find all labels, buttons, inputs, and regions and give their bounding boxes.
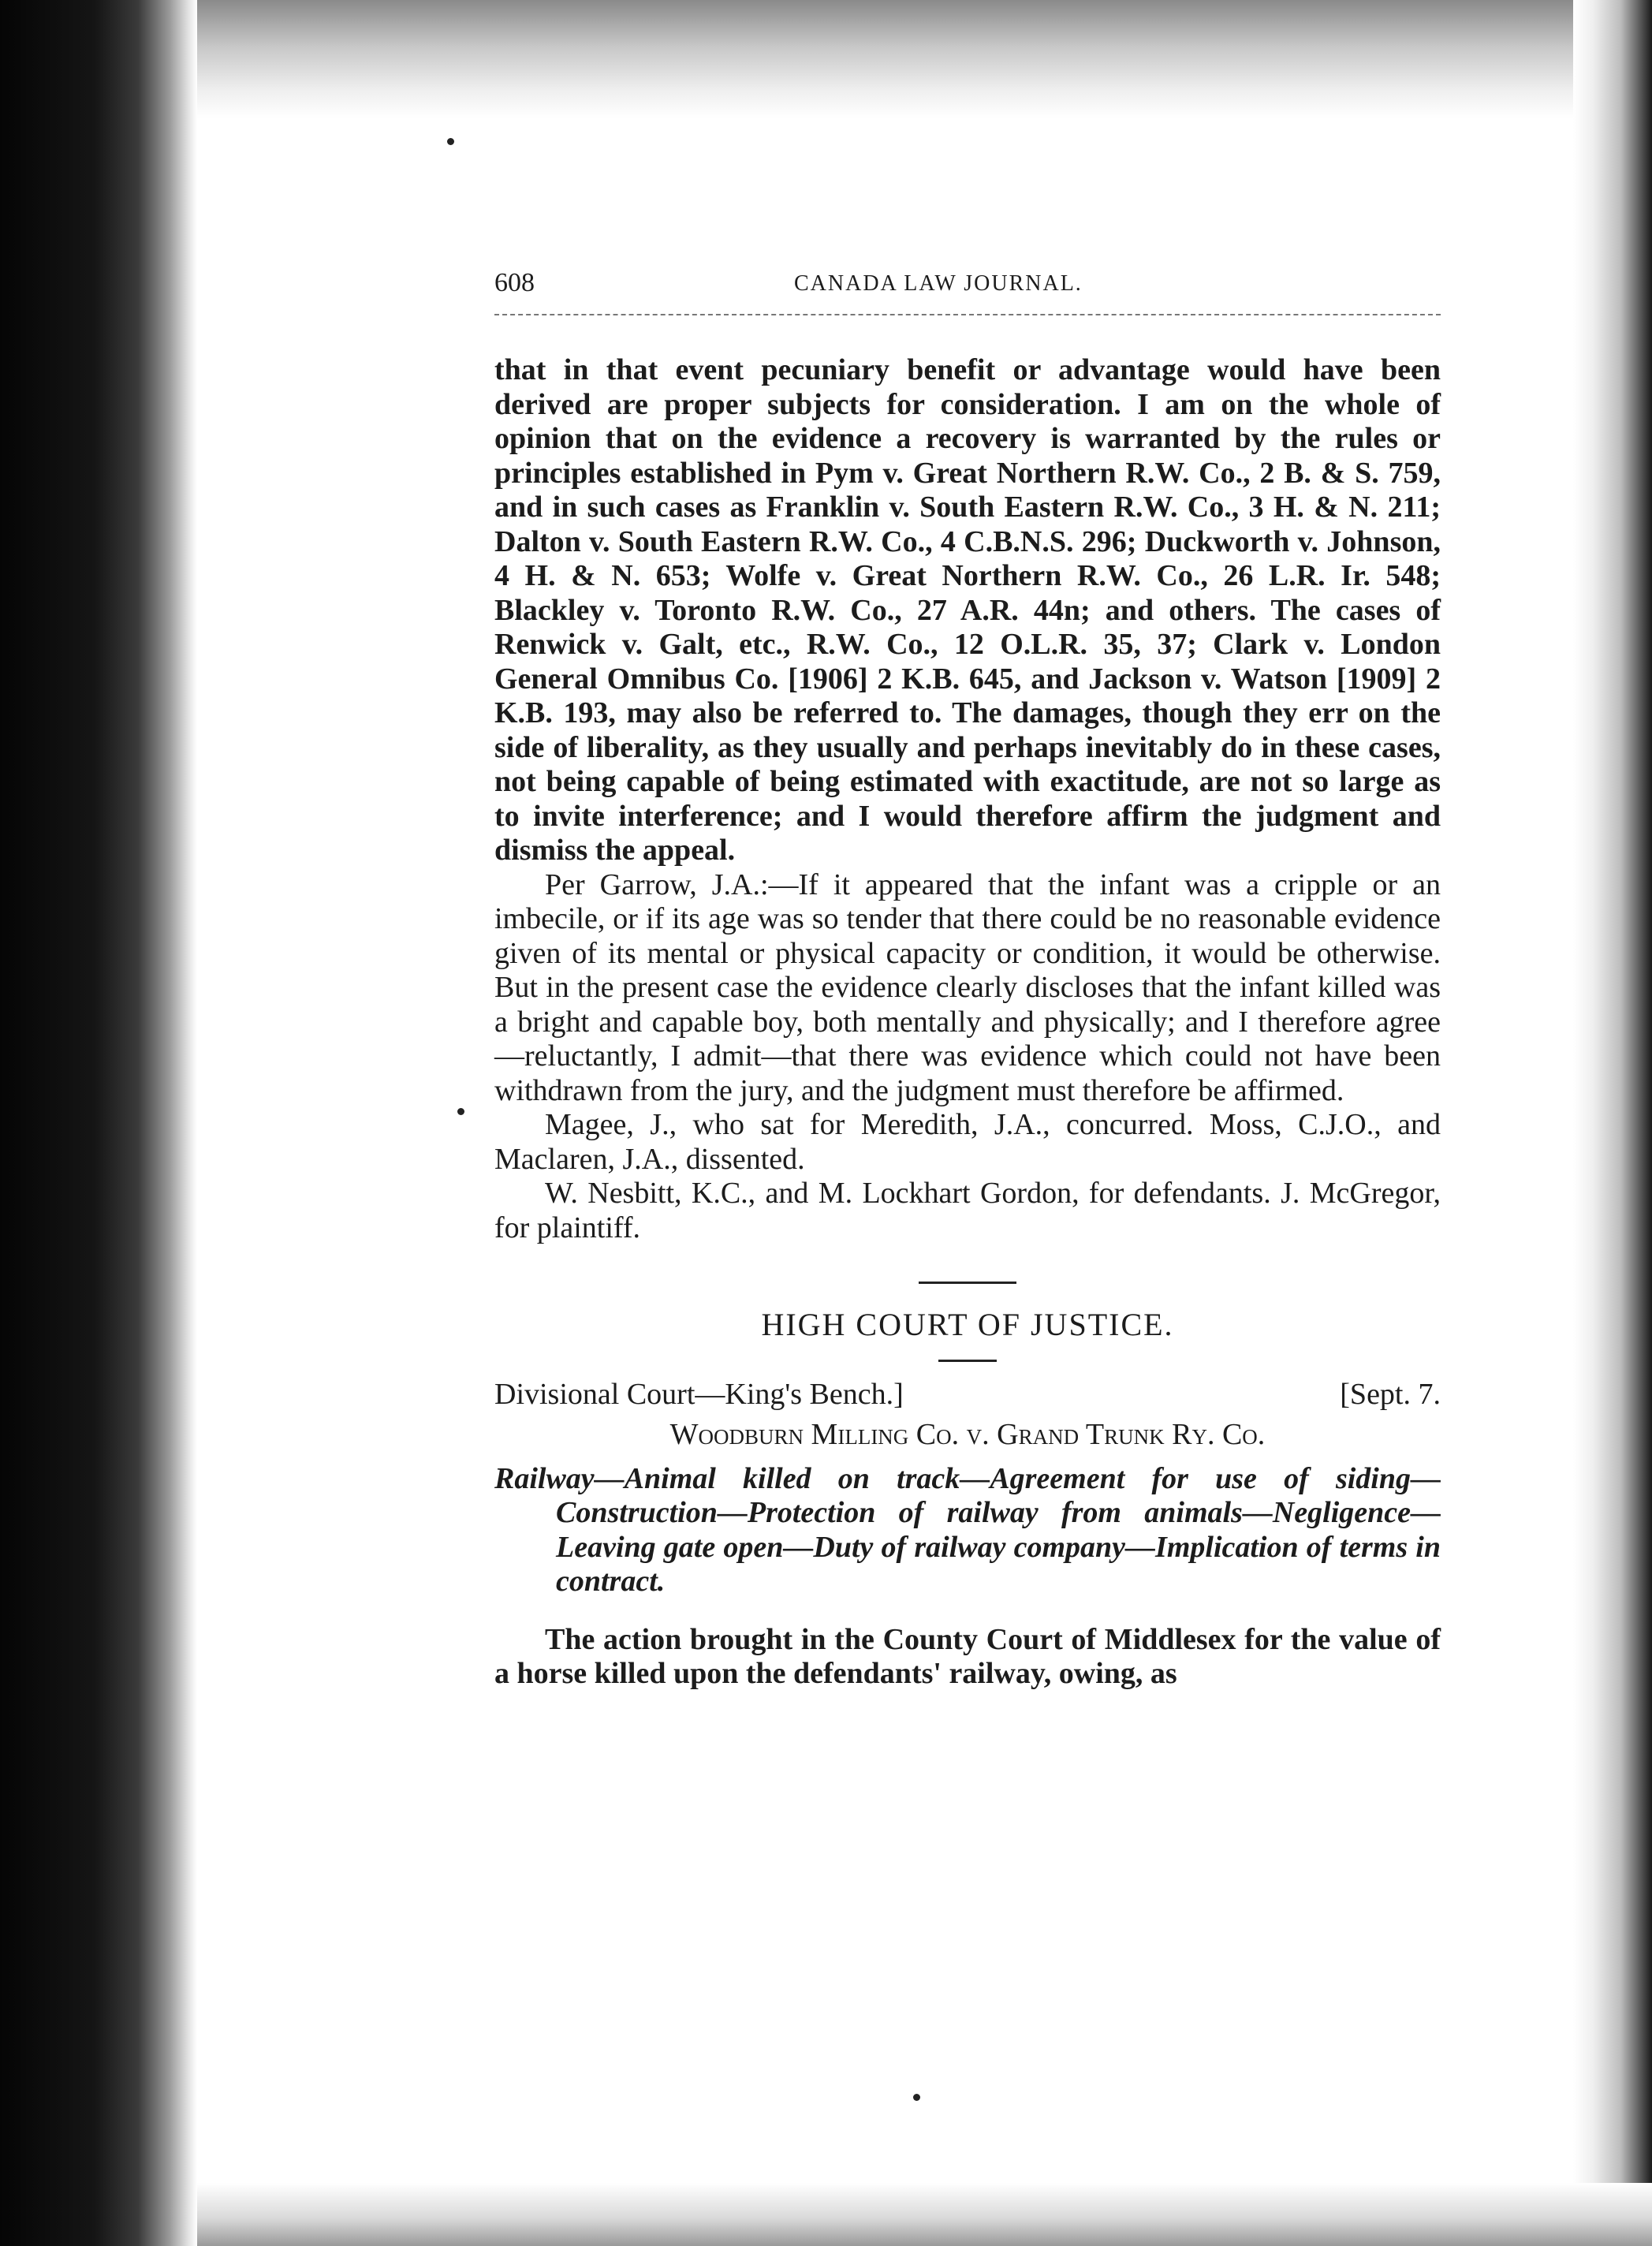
scan-speck: [457, 1108, 464, 1115]
court-name: Divisional Court—King's Bench.]: [494, 1377, 904, 1411]
paragraph-garrow: Per Garrow, J.A.:—If it appeared that the infant was a cripple or an imbecile, or if its age was so tender that there could be no reasonable evidence given of its mental or physical capacity or condition, it would be otherwise. But in the present case the evidence clearly discloses that the infant killed was a bright and capable boy, both mentally and physically; and I therefore agree—reluctantly, I admit—that there was evidence which could not have been withdrawn from the jury, and the judgment must therefore be affirmed.: [494, 867, 1441, 1107]
decision-date: [Sept. 7.: [1340, 1377, 1441, 1411]
section-title-rule: [938, 1360, 997, 1362]
page-body: [494, 353, 1441, 1692]
page-header: [494, 268, 1441, 308]
running-head: CANADA LAW JOURNAL.: [794, 271, 1083, 296]
paragraph-concurrence: Magee, J., who sat for Meredith, J.A., concurred. Moss, C.J.O., and Maclaren, J.A., dissented.: [494, 1108, 1441, 1176]
page-number: 608: [494, 268, 535, 297]
paragraph-counsel: W. Nesbitt, K.C., and M. Lockhart Gordon, for defendants. J. McGregor, for plaintiff.: [494, 1177, 1441, 1244]
scan-binding-shadow: [0, 0, 197, 2246]
book-page: [494, 0, 1441, 2246]
section-title: HIGH COURT OF JUSTICE.: [761, 1307, 1174, 1342]
case-title: Woodburn Milling Co. v. Grand Trunk Ry. Co.: [669, 1418, 1266, 1451]
scan-right-edge: [1573, 0, 1652, 2246]
scan-speck: [447, 138, 454, 145]
paragraph-opinion-end: that in that event pecuniary benefit or advantage would have been derived are proper subjects for consideration. I am on the whole of opinion that on the evidence a recovery is warranted by the rules or principles established in Pym v. Great Northern R.W. Co., 2 B. & S. 759, and in such cases as Franklin v. South Eastern R.W. Co., 3 H. & N. 211; Dalton v. South Eastern R.W. Co., 4 C.B.N.S. 296; Duckworth v. Johnson, 4 H. & N. 653; Wolfe v. Great Northern R.W. Co., 26 L.R. Ir. 548; Blackley v. Toronto R.W. Co., 27 A.R. 44n; and others. The cases of Renwick v. Galt, etc., R.W. Co., 12 O.L.R. 35, 37; Clark v. London General Omnibus Co. [1906] 2 K.B. 645, and Jackson v. Watson [1909] 2 K.B. 193, may also be referred to. The damages, though they err on the side of liberality, as they usually and perhaps inevitably do in these cases, not being capable of being estimated with exactitude, are not so large as to invite interference; and I would therefore affirm the judgment and dismiss the appeal.: [494, 353, 1441, 867]
header-rule: [494, 314, 1441, 315]
court-line: [494, 1378, 1441, 1412]
headnote: Railway—Animal killed on track—Agreement for use of siding—Construction—Protection of railway from animals—Negligence—Leaving gate open—Duty of railway company—Implication of terms in contract.: [494, 1461, 1441, 1598]
paragraph-action: The action brought in the County Court of Middlesex for the value of a horse killed upon the defendants' railway, owing, as: [494, 1622, 1441, 1690]
section-divider: [919, 1282, 1016, 1284]
